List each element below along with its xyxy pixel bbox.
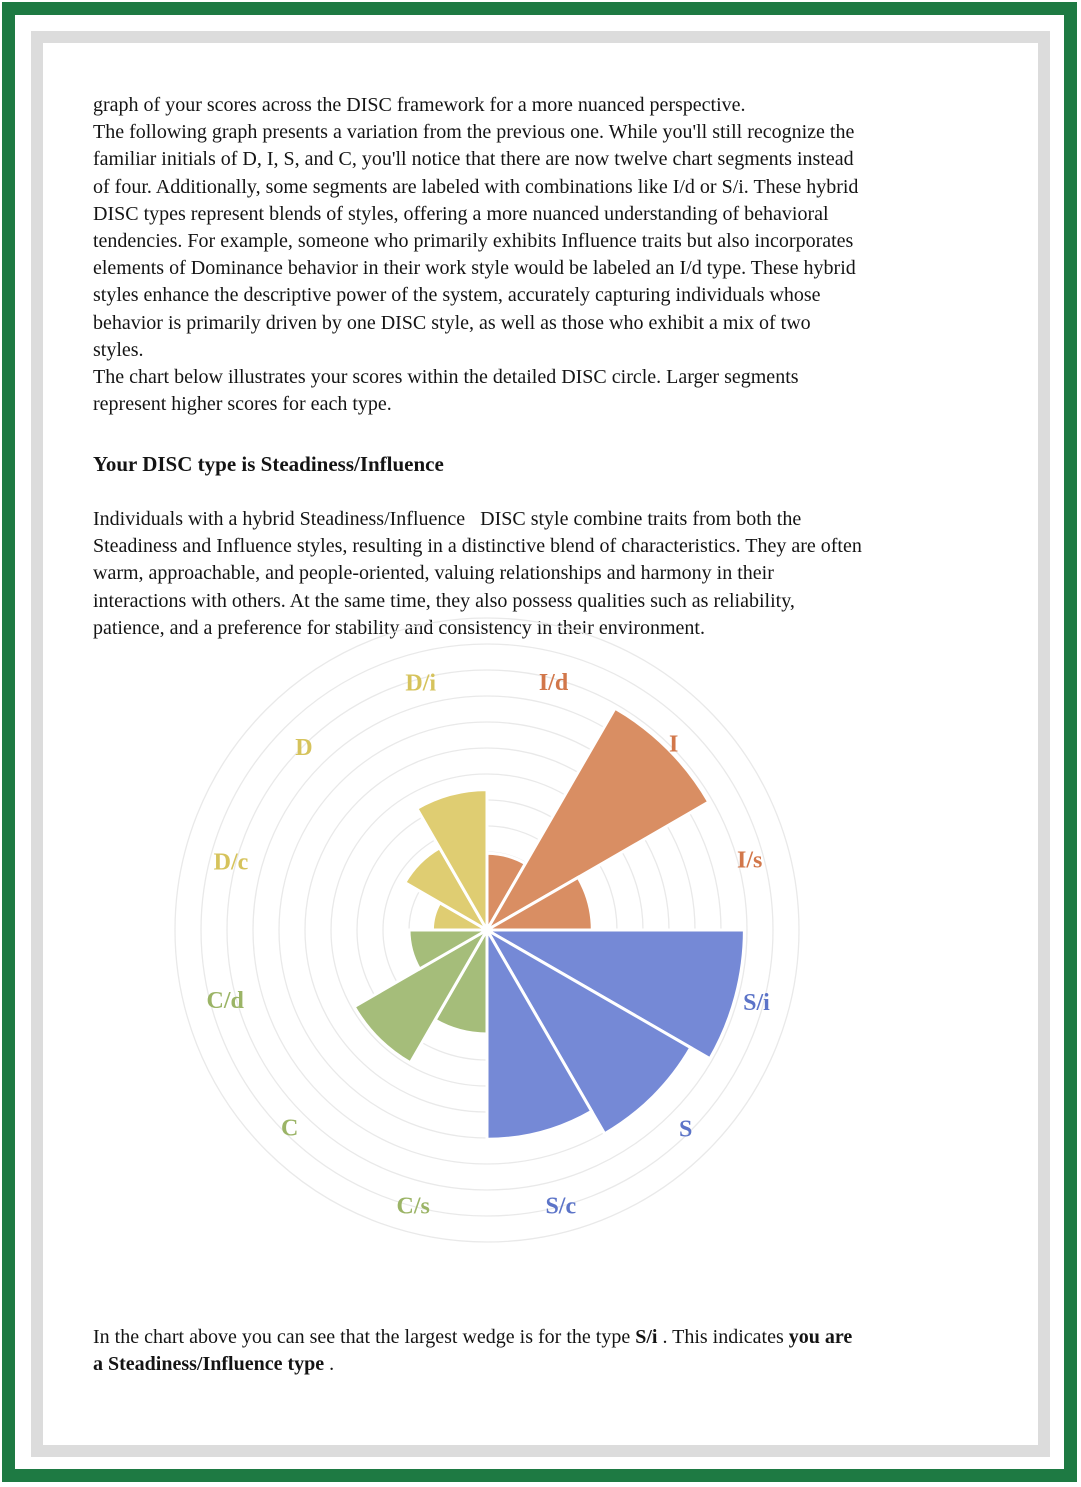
- text-line: The chart below illustrates your scores within the detailed DISC circle. Larger segments: [93, 366, 799, 389]
- text-line: Steadiness and Influence styles, resulting in a distinctive blend of characteristics. They are often: [93, 535, 862, 558]
- text-line: represent higher scores for each type.: [93, 393, 392, 416]
- segment-label-dc: D/c: [213, 849, 249, 876]
- segment-label-c: C: [281, 1115, 299, 1142]
- emphasized-text: S/i: [635, 1326, 658, 1348]
- plain-text: In the chart above you can see that the largest wedge is for the type: [93, 1326, 636, 1348]
- segment-label-si: S/i: [743, 990, 770, 1017]
- segment-label-di: D/i: [405, 670, 437, 697]
- text-line: interactions with others. At the same time, they also possess qualities such as reliability,: [93, 589, 795, 612]
- text-line: styles.: [93, 338, 144, 361]
- segment-label-d: D: [295, 734, 313, 761]
- text-line: The following graph presents a variation from the previous one. While you'll still recognize the: [93, 121, 855, 144]
- disc-rose-svg: [132, 600, 842, 1260]
- text-line: DISC types represent blends of styles, offering a more nuanced understanding of behavioral: [93, 202, 829, 225]
- text-line: [93, 1324, 998, 1351]
- disc-circle-chart: [132, 600, 842, 1260]
- text-line: graph of your scores across the DISC framework for a more nuanced perspective.: [93, 94, 746, 116]
- emphasized-text: a Steadiness/Influence type: [93, 1353, 325, 1376]
- segment-label-cd: C/d: [206, 988, 244, 1015]
- segment-label-sc: S/c: [545, 1193, 577, 1220]
- text-line: familiar initials of D, I, S, and C, you'll notice that there are now twelve chart segments instead: [93, 148, 854, 171]
- plain-text: .: [324, 1353, 335, 1376]
- emphasized-text: you are: [788, 1326, 853, 1348]
- text-line: behavior is primarily driven by one DISC style, as well as those who exhibit a mix of two: [93, 311, 811, 334]
- text-line: Individuals with a hybrid Steadiness/Influence DISC style combine traits from both the: [93, 508, 802, 530]
- plain-text: . This indicates: [657, 1326, 789, 1348]
- segment-label-cs: C/s: [396, 1193, 430, 1220]
- text-line: [93, 1351, 998, 1378]
- text-line: elements of Dominance behavior in their work style would be labeled an I/d type. These hybrid: [93, 257, 856, 280]
- segment-label-is: I/s: [737, 847, 763, 874]
- segment-label-i: I: [669, 731, 679, 758]
- conclusion-paragraph: [93, 1324, 998, 1378]
- text-line: warm, approachable, and people-oriented, valuing relationships and harmony in their: [93, 562, 774, 585]
- segment-label-id: I/d: [538, 669, 569, 696]
- intro-paragraph: [93, 92, 998, 418]
- text-line: of four. Additionally, some segments are labeled with combinations like I/d or S/i. These hybrid: [93, 175, 859, 198]
- text-line: patience, and a preference for stability and consistency in their environment.: [93, 616, 705, 639]
- segment-label-s: S: [679, 1116, 693, 1143]
- text-line: styles enhance the descriptive power of the system, accurately capturing individuals whose: [93, 284, 821, 307]
- text-line: tendencies. For example, someone who primarily exhibits Influence traits but also incorporates: [93, 230, 854, 253]
- disc-type-heading: Your DISC type is Steadiness/Influence: [93, 452, 444, 476]
